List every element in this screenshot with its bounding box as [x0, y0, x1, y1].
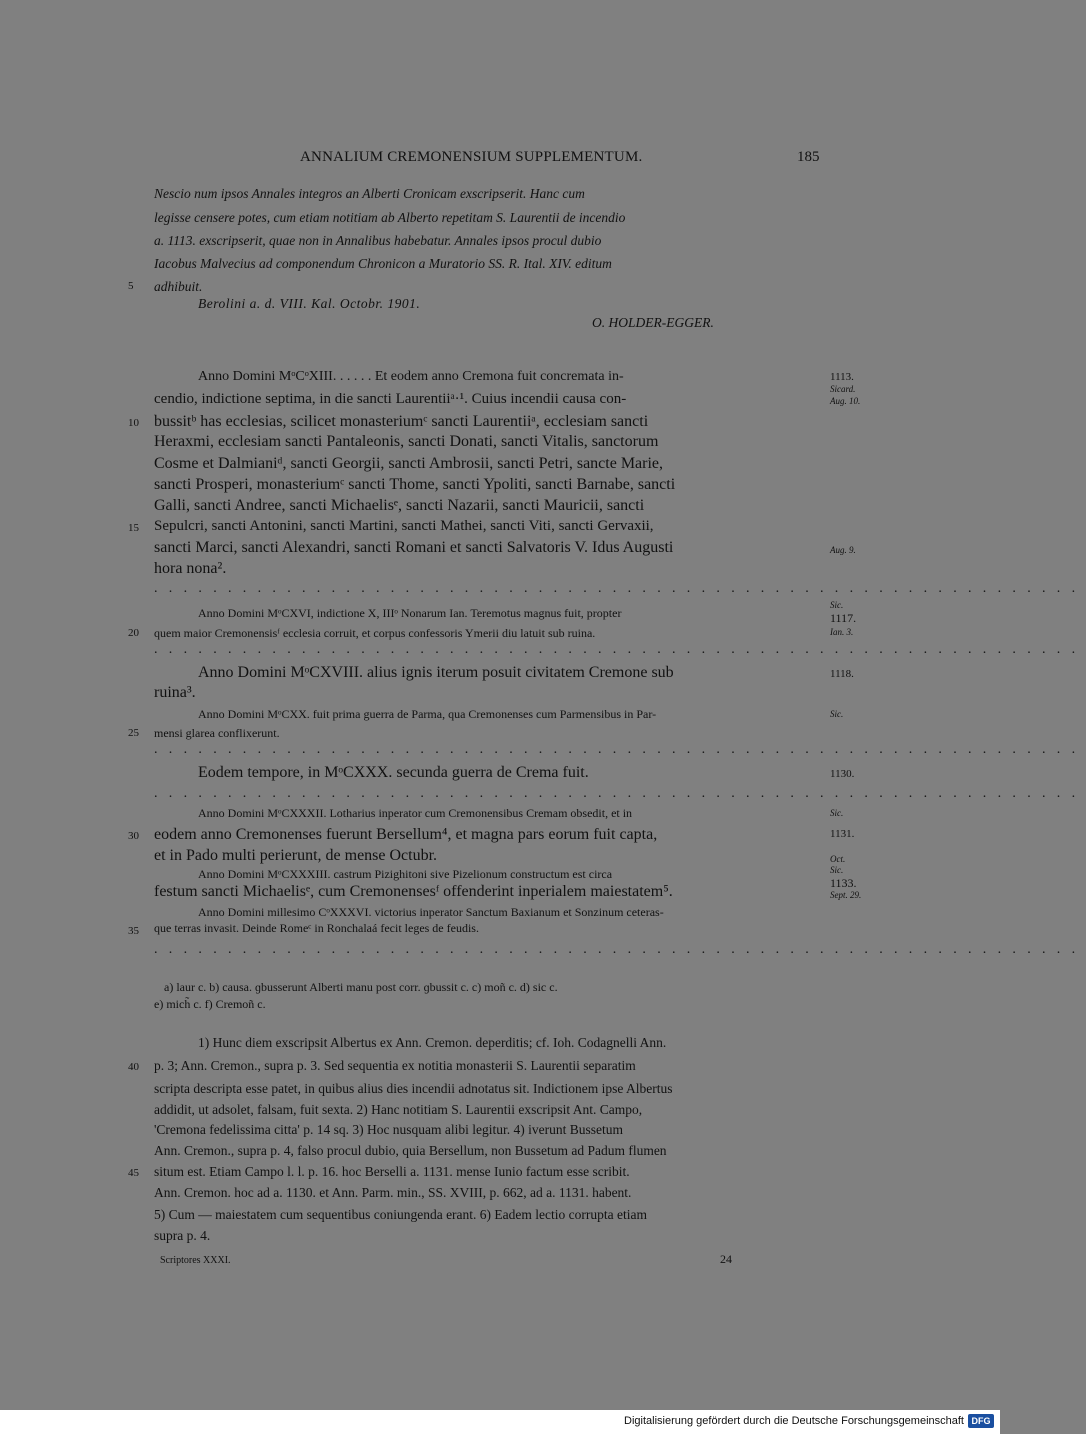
- margin-date: Sept. 29.: [830, 890, 862, 900]
- margin-year: 1130.: [830, 768, 855, 780]
- text-line: mensi glarea conflixerunt.: [154, 726, 280, 740]
- signoff-place-date: Berolini a. d. VIII. Kal. Octobr. 1901.: [198, 296, 421, 311]
- running-title: ANNALIUM CREMONENSIUM SUPPLEMENTUM.: [300, 149, 643, 165]
- omission-dots: ...............................................................: [154, 742, 1086, 757]
- text-line: hora nona².: [154, 560, 227, 577]
- footnote-line: Ann. Cremon., supra p. 4, falso procul dubio, quia Bersellum, non Bussetum ad Padum flumen: [154, 1143, 667, 1158]
- footnote-line: supra p. 4.: [154, 1228, 211, 1243]
- credit-bar: [0, 1410, 1000, 1434]
- margin-source: Sic.: [830, 865, 844, 875]
- text-line: ruina³.: [154, 684, 196, 701]
- text-line: quem maior Cremonensisᶠ ecclesia corruit, et corpus confessoris Ymerii diu latuit sub ruina.: [154, 626, 596, 640]
- text-line: et in Pado multi perierunt, de mense Octubr.: [154, 847, 438, 864]
- line-number: 25: [128, 727, 139, 739]
- line-number: 15: [128, 522, 139, 534]
- variant-readings: a) laur c. b) causa. ɡbusserunt Alberti manu post corr. ɡbussit c. c) moñ c. d) sic c.: [164, 980, 558, 994]
- text-line: cendio, indictione septima, in die sancti Laurentiiᵃ·¹. Cuius incendii causa con-: [154, 391, 627, 407]
- margin-source: Sicard.: [830, 384, 856, 394]
- text-line: Anno Domini MᵒCᵒXIII. . . . . . Et eodem anno Cremona fuit concremata in-: [198, 369, 624, 384]
- margin-date: Ian. 3.: [830, 627, 854, 637]
- footnote-line: scripta descripta esse patet, in quibus alius dies incendii adnotatus sit. Indictionem ipse Albertus: [154, 1081, 673, 1096]
- text-line: sancti Marci, sancti Alexandri, sancti Romani et sancti Salvatoris V. Idus Augusti: [154, 539, 674, 556]
- text-line: Cosme et Dalmianiᵈ, sancti Georgii, sancti Ambrosii, sancti Petri, sancte Marie,: [154, 455, 664, 472]
- margin-month: Oct.: [830, 854, 846, 864]
- signoff-author: O. HOLDER-EGGER.: [592, 315, 714, 330]
- funding-credit: Digitalisierung gefördert durch die Deutsche Forschungsgemeinschaft: [624, 1415, 964, 1427]
- footnote-line: 'Cremona fedelissima citta' p. 14 sq. 3) Hoc nusquam alibi legitur. 4) iverunt Bussetum: [154, 1122, 624, 1137]
- line-number: 45: [128, 1167, 139, 1179]
- margin-source: Sic.: [830, 709, 844, 719]
- text-line: Anno Domini millesimo CᵒXXXVI. victorius inperator Sanctum Baxianum et Sonzinum ceteras-: [198, 905, 664, 919]
- variant-readings: e) mich̃ c. f) Cremoñ c.: [154, 997, 266, 1011]
- text-line: eodem anno Cremonenses fuerunt Bersellum⁴, et magna pars eorum fuit capta,: [154, 826, 658, 843]
- intro-line: legisse censere potes, cum etiam notitiam ab Alberto repetitam S. Laurentii de incendio: [154, 210, 626, 225]
- footnote-line: addidit, ut adsolet, falsam, fuit sexta. 2) Hanc notitiam S. Laurentii exscripsit Ant. Campo,: [154, 1102, 643, 1117]
- margin-source: Sic.: [830, 600, 844, 610]
- series-signature: Scriptores XXXI.: [160, 1255, 231, 1266]
- intro-line: a. 1113. exscripserit, quae non in Annalibus habebatur. Annales ipsos procul dubio: [154, 233, 602, 248]
- text-line: que terras invasit. Deinde Romeᶜ in Ronchalaá fecit leges de feudis.: [154, 921, 479, 935]
- margin-year: 1118.: [830, 668, 854, 680]
- text-line: Eodem tempore, in MᵒCXXX. secunda guerra de Crema fuit.: [198, 764, 589, 781]
- text-line: Anno Domini MᵒCXVI, indictione X, IIIᵒ Nonarum Ian. Teremotus magnus fuit, propter: [198, 606, 622, 620]
- text-line: Anno Domini MᵒCXX. fuit prima guerra de Parma, qua Cremonenses cum Parmensibus in Par-: [198, 707, 657, 721]
- text-line: Anno Domini MᵒCXXXII. Lotharius inperator cum Cremonensibus Cremam obsedit, et in: [198, 806, 633, 820]
- text-line: festum sancti Michaelisᵉ, cum Cremonensesᶠ offenderint inperialem maiestatem⁵.: [154, 883, 673, 900]
- sheet-number: 24: [720, 1252, 732, 1266]
- intro-line: Iacobus Malvecius ad componendum Chronicon a Muratorio SS. R. Ital. XIV. editum: [154, 256, 612, 271]
- margin-date: Aug. 10.: [830, 396, 861, 406]
- footnote-line: Ann. Cremon. hoc ad a. 1130. et Ann. Parm. min., SS. XVIII, p. 662, ad a. 1131. habent.: [154, 1185, 632, 1200]
- margin-date: Aug. 9.: [830, 545, 856, 555]
- line-number: 40: [128, 1061, 139, 1073]
- footnote-line: situm est. Etiam Campo l. l. p. 16. hoc Berselli a. 1131. mense Iunio factum esse scribit.: [154, 1164, 630, 1179]
- text-line: sancti Prosperi, monasteriumᶜ sancti Thome, sancti Ypoliti, sancti Barnabe, sancti: [154, 476, 676, 493]
- line-number: 10: [128, 417, 139, 429]
- omission-dots: ...............................................................: [154, 642, 1086, 657]
- margin-year: 1131.: [830, 828, 855, 840]
- text-line: Anno Domini MᵒCXVIII. alius ignis iterum posuit civitatem Cremone sub: [198, 664, 674, 681]
- page-number: 185: [797, 149, 820, 165]
- footnote-line: p. 3; Ann. Cremon., supra p. 3. Sed sequentia ex notitia monasterii S. Laurentii separatim: [154, 1058, 636, 1073]
- margin-source: Sic.: [830, 808, 844, 818]
- text-line: bussitᵇ has ecclesias, scilicet monasteriumᶜ sancti Laurentiiᵃ, ecclesiam sancti: [154, 413, 649, 430]
- text-line: Sepulcri, sancti Antonini, sancti Martini, sancti Mathei, sancti Viti, sancti Gervaxii,: [154, 518, 654, 534]
- margin-year: 1133.: [830, 876, 857, 890]
- margin-year: 1113.: [830, 371, 854, 383]
- line-number: 30: [128, 830, 139, 842]
- text-line: Galli, sancti Andree, sancti Michaelisᵉ, sancti Nazarii, sancti Mauricii, sancti: [154, 497, 645, 514]
- omission-dots: ...............................................................: [154, 581, 1086, 596]
- omission-dots: ...............................................................: [154, 942, 1086, 957]
- text-line: Anno Domini MᵒCXXXIII. castrum Pizighitoni sive Pizelionum constructum est circa: [198, 867, 613, 881]
- footnote-line: 5) Cum — maiestatem cum sequentibus coniungenda erant. 6) Eadem lectio corrupta etiam: [154, 1207, 647, 1222]
- omission-dots: ...............................................................: [154, 786, 1086, 801]
- intro-line: adhibuit.: [154, 279, 203, 294]
- line-number: 20: [128, 627, 139, 639]
- footnote-line: 1) Hunc diem exscripsit Albertus ex Ann. Cremon. deperditis; cf. Ioh. Codagnelli Ann.: [198, 1035, 667, 1050]
- dfg-logo: DFG: [968, 1414, 994, 1428]
- text-line: Heraxmi, ecclesiam sancti Pantaleonis, sancti Donati, sancti Vitalis, sanctorum: [154, 433, 659, 450]
- margin-year: 1117.: [830, 611, 857, 625]
- line-number: 5: [128, 280, 134, 292]
- intro-line: Nescio num ipsos Annales integros an Alberti Cronicam exscripserit. Hanc cum: [154, 186, 585, 201]
- line-number: 35: [128, 925, 139, 937]
